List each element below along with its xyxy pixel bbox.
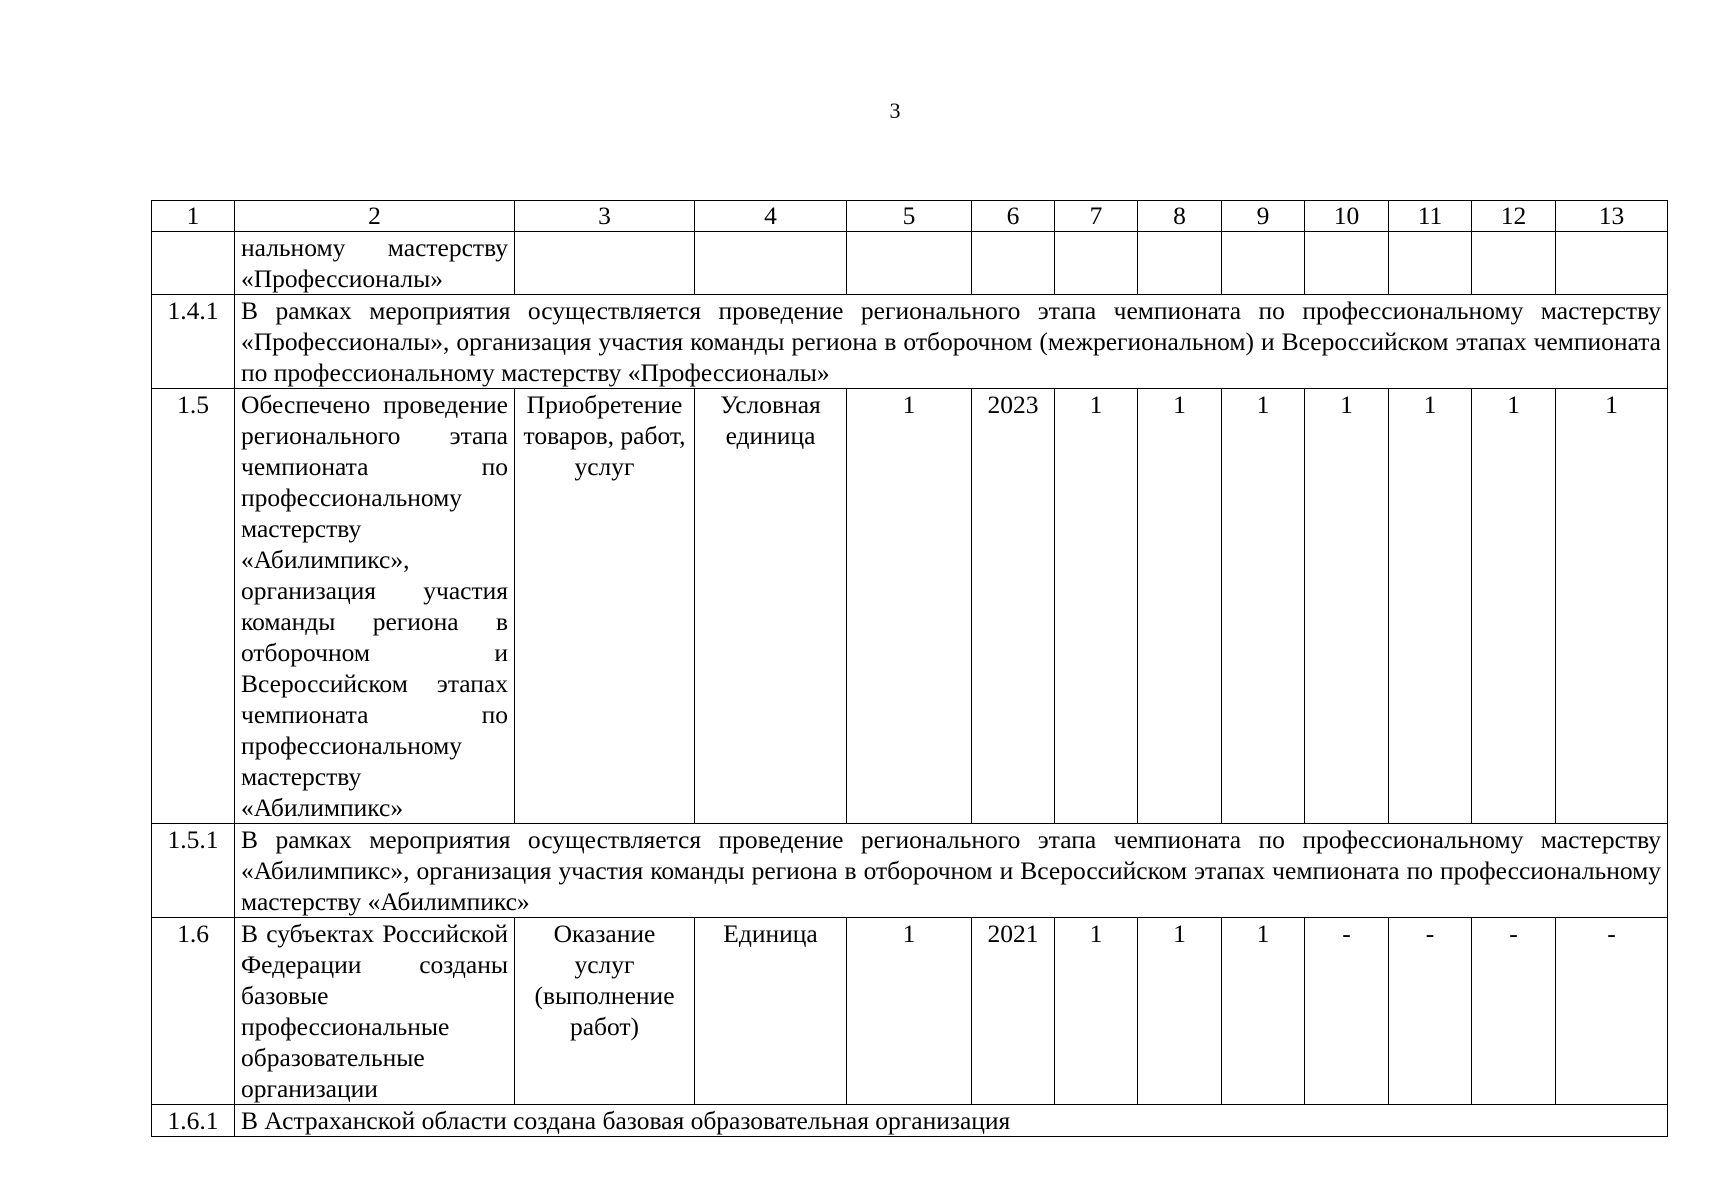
cell-value: 1 — [847, 918, 972, 1105]
column-header: 3 — [515, 201, 695, 232]
cell-value: - — [1556, 918, 1668, 1105]
cell-description: В рамках мероприятия осуществляется проведение регионального этапа чемпионата по профессиональному мастерству «Профессионалы», организация участия команды региона в отборочном (межрегиональном) и Всероссийском этапах чемпионата по профессиональному мастерству «Профессионалы» — [235, 295, 1668, 389]
header-row — [152, 201, 1668, 232]
cell-unit: Условная единица — [695, 389, 847, 824]
cell-value: 1 — [847, 389, 972, 824]
column-header: 11 — [1389, 201, 1472, 232]
column-header: 1 — [152, 201, 235, 232]
column-header: 8 — [1138, 201, 1222, 232]
cell-value: 1 — [1138, 389, 1222, 824]
column-header: 7 — [1055, 201, 1138, 232]
column-header: 4 — [695, 201, 847, 232]
cell-value: - — [1472, 918, 1556, 1105]
cell-value: - — [1305, 918, 1389, 1105]
table-row — [152, 824, 1668, 918]
cell-number: 1.5.1 — [152, 824, 235, 918]
cell-empty — [1138, 232, 1222, 295]
cell-name: Обеспечено проведение регионального этапа чемпионата по профессиональному мастерству «Абилимпикс», организация участия команды региона в отборочном и Всероссийском этапах чемпионата по профессиональному мастерству «Абилимпикс» — [235, 389, 515, 824]
cell-description: В Астраханской области создана базовая образовательная организация — [235, 1105, 1668, 1137]
column-header: 5 — [847, 201, 972, 232]
column-header: 2 — [235, 201, 515, 232]
cell-type: Приобретение товаров, работ, услуг — [515, 389, 695, 824]
cell-empty — [1222, 232, 1305, 295]
column-header: 6 — [972, 201, 1055, 232]
cell-value: 1 — [1472, 389, 1556, 824]
cell-number: 1.4.1 — [152, 295, 235, 389]
column-header: 10 — [1305, 201, 1389, 232]
column-header: 12 — [1472, 201, 1556, 232]
column-header: 13 — [1556, 201, 1668, 232]
column-header: 9 — [1222, 201, 1305, 232]
cell-value: 1 — [1055, 918, 1138, 1105]
cell-value: 1 — [1222, 918, 1305, 1105]
table-row — [152, 389, 1668, 824]
table-row — [152, 918, 1668, 1105]
table-row — [152, 232, 1668, 295]
cell-empty — [972, 232, 1055, 295]
cell-value: 1 — [1138, 918, 1222, 1105]
indicators-table — [151, 200, 1668, 1137]
cell-year: 2023 — [972, 389, 1055, 824]
cell-description: В рамках мероприятия осуществляется проведение регионального этапа чемпионата по профессиональному мастерству «Абилимпикс», организация участия команды региона в отборочном и Всероссийском этапах чемпионата по профессиональному мастерству «Абилимпикс» — [235, 824, 1668, 918]
cell-value: 1 — [1389, 389, 1472, 824]
cell-number: 1.6.1 — [152, 1105, 235, 1137]
cell-number — [152, 232, 235, 295]
cell-year: 2021 — [972, 918, 1055, 1105]
cell-unit: Единица — [695, 918, 847, 1105]
cell-empty — [1472, 232, 1556, 295]
cell-value: 1 — [1055, 389, 1138, 824]
page-number: 3 — [889, 98, 901, 123]
cell-empty — [1556, 232, 1668, 295]
cell-empty — [1055, 232, 1138, 295]
table-row — [152, 1105, 1668, 1137]
cell-name: В субъектах Российской Федерации созданы базовые профессиональные образовательные организации — [235, 918, 515, 1105]
cell-empty — [695, 232, 847, 295]
cell-value: 1 — [1556, 389, 1668, 824]
table-row — [152, 295, 1668, 389]
cell-value: 1 — [1305, 389, 1389, 824]
cell-type: Оказание услуг (выполнение работ) — [515, 918, 695, 1105]
cell-number: 1.5 — [152, 389, 235, 824]
cell-name: нальному мастерству «Профессионалы» — [235, 232, 515, 295]
cell-empty — [847, 232, 972, 295]
cell-number: 1.6 — [152, 918, 235, 1105]
cell-value: - — [1389, 918, 1472, 1105]
cell-empty — [1389, 232, 1472, 295]
cell-empty — [1305, 232, 1389, 295]
cell-empty — [515, 232, 695, 295]
cell-value: 1 — [1222, 389, 1305, 824]
